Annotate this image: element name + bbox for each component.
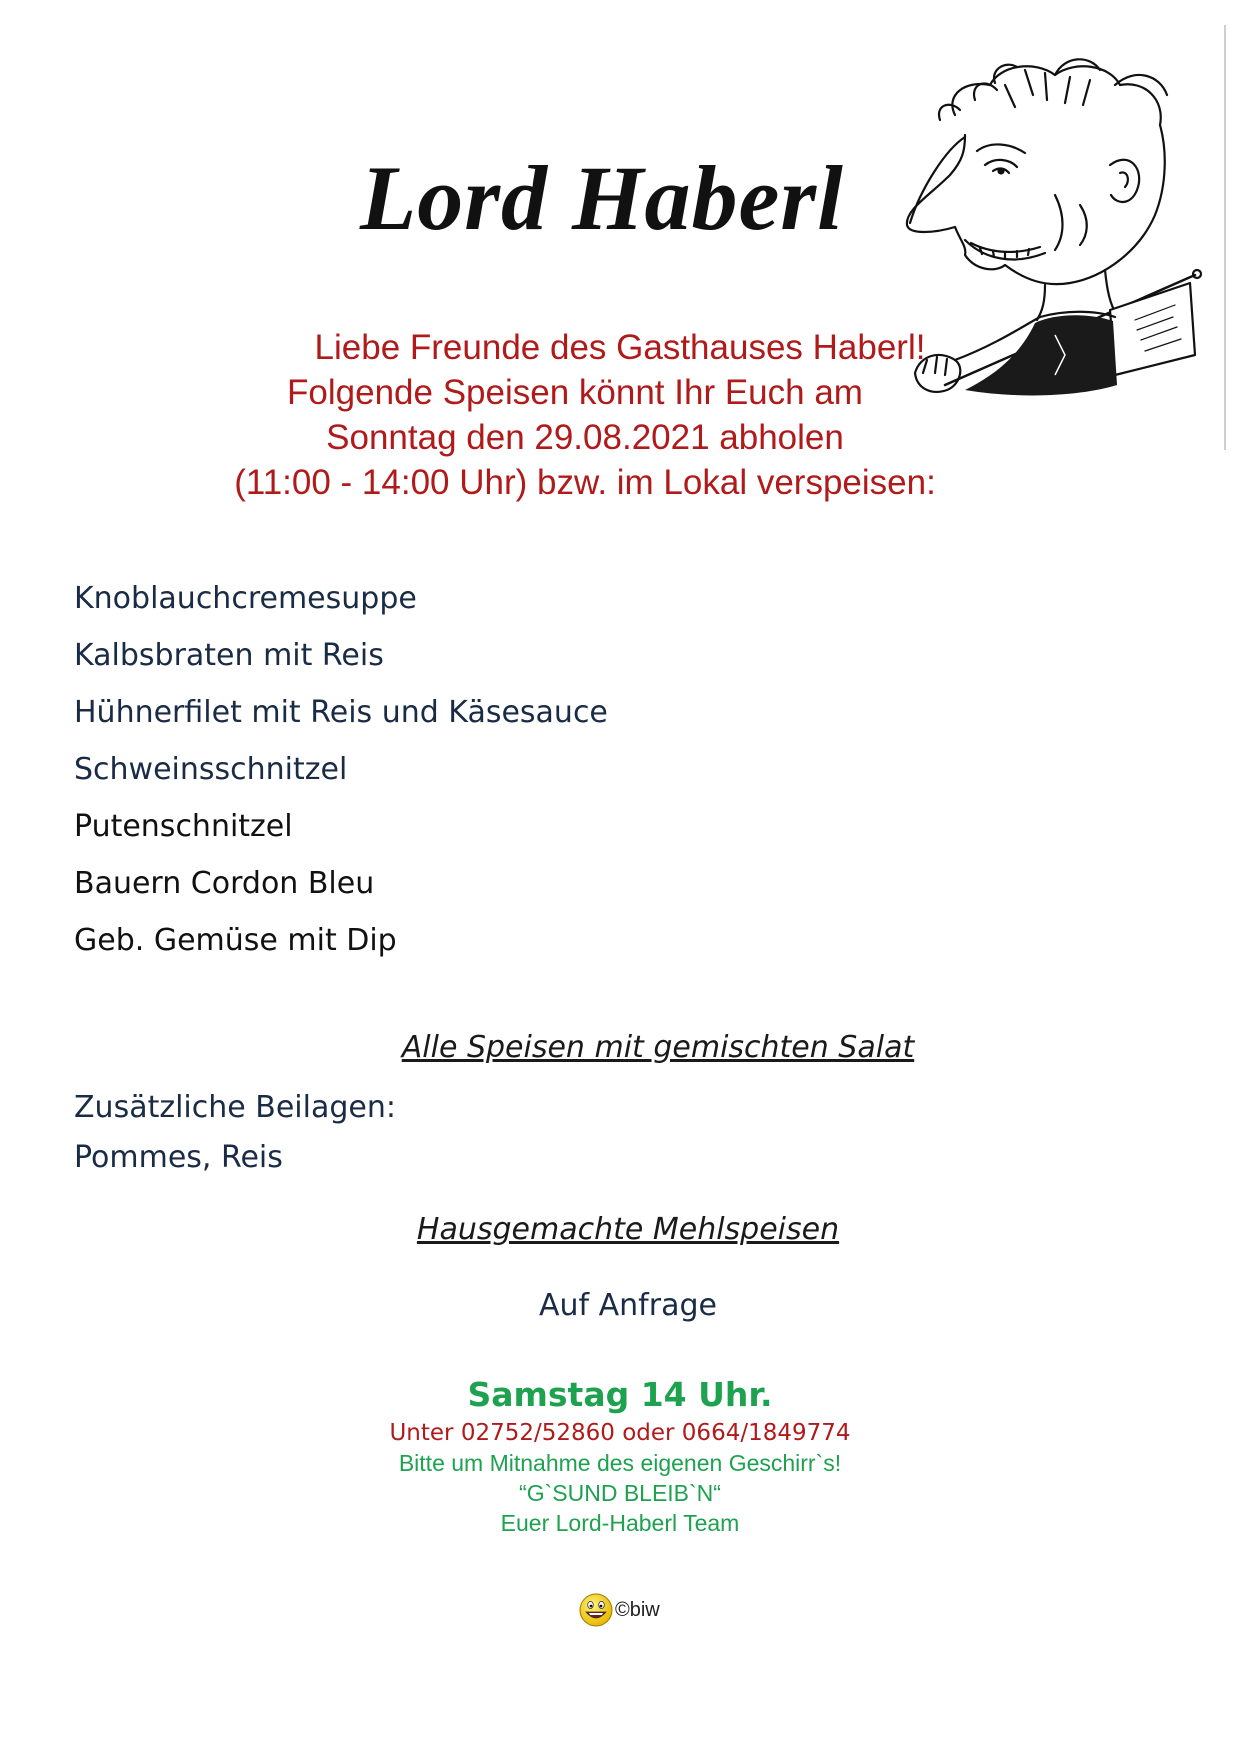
- slogan: “G`SUND BLEIB`N“: [519, 1480, 721, 1506]
- side-dishes-title: Zusätzliche Beilagen:: [74, 1090, 396, 1125]
- order-deadline: Samstag 14 Uhr.: [467, 1375, 773, 1414]
- menu-item: Kalbsbraten mit Reis: [74, 638, 384, 673]
- desserts-note: Auf Anfrage: [539, 1288, 717, 1323]
- desserts-title: Hausgemachte Mehlspeisen: [416, 1212, 840, 1247]
- intro-greeting: Liebe Freunde des Gasthauses Haberl!: [314, 328, 926, 367]
- menu-item: Knoblauchcremesuppe: [74, 581, 417, 616]
- menu-item: Hühnerfilet mit Reis und Käsesauce: [74, 695, 608, 730]
- menu-list: [74, 570, 608, 969]
- intro-hours: (11:00 - 14:00 Uhr) bzw. im Lokal verspeisen:: [234, 463, 936, 502]
- intro-line-2: Folgende Speisen könnt Ihr Euch am: [287, 373, 863, 412]
- menu-item: Schweinsschnitzel: [74, 752, 348, 787]
- salad-note: Alle Speisen mit gemischten Salat: [401, 1030, 915, 1065]
- menu-item: Putenschnitzel: [74, 809, 293, 844]
- team-signature: Euer Lord-Haberl Team: [500, 1510, 740, 1536]
- credit-text: ©biw: [615, 1598, 660, 1621]
- menu-item: Bauern Cordon Bleu: [74, 866, 375, 901]
- logo-title: Lord Haberl: [360, 147, 844, 249]
- smiley-icon: [578, 1592, 614, 1628]
- intro-date: Sonntag den 29.08.2021 abholen: [326, 418, 844, 457]
- intro-text: [150, 325, 1020, 505]
- credit: [578, 1590, 660, 1630]
- phone-numbers: Unter 02752/52860 oder 0664/1849774: [389, 1420, 851, 1446]
- footer: [0, 1372, 1240, 1538]
- bring-dishes-note: Bitte um Mitnahme des eigenen Geschirr`s!: [398, 1450, 842, 1476]
- menu-item: Geb. Gemüse mit Dip: [74, 923, 397, 958]
- side-dishes: [74, 1083, 396, 1183]
- side-dishes-items: Pommes, Reis: [74, 1140, 283, 1175]
- edge-line: [1224, 25, 1226, 450]
